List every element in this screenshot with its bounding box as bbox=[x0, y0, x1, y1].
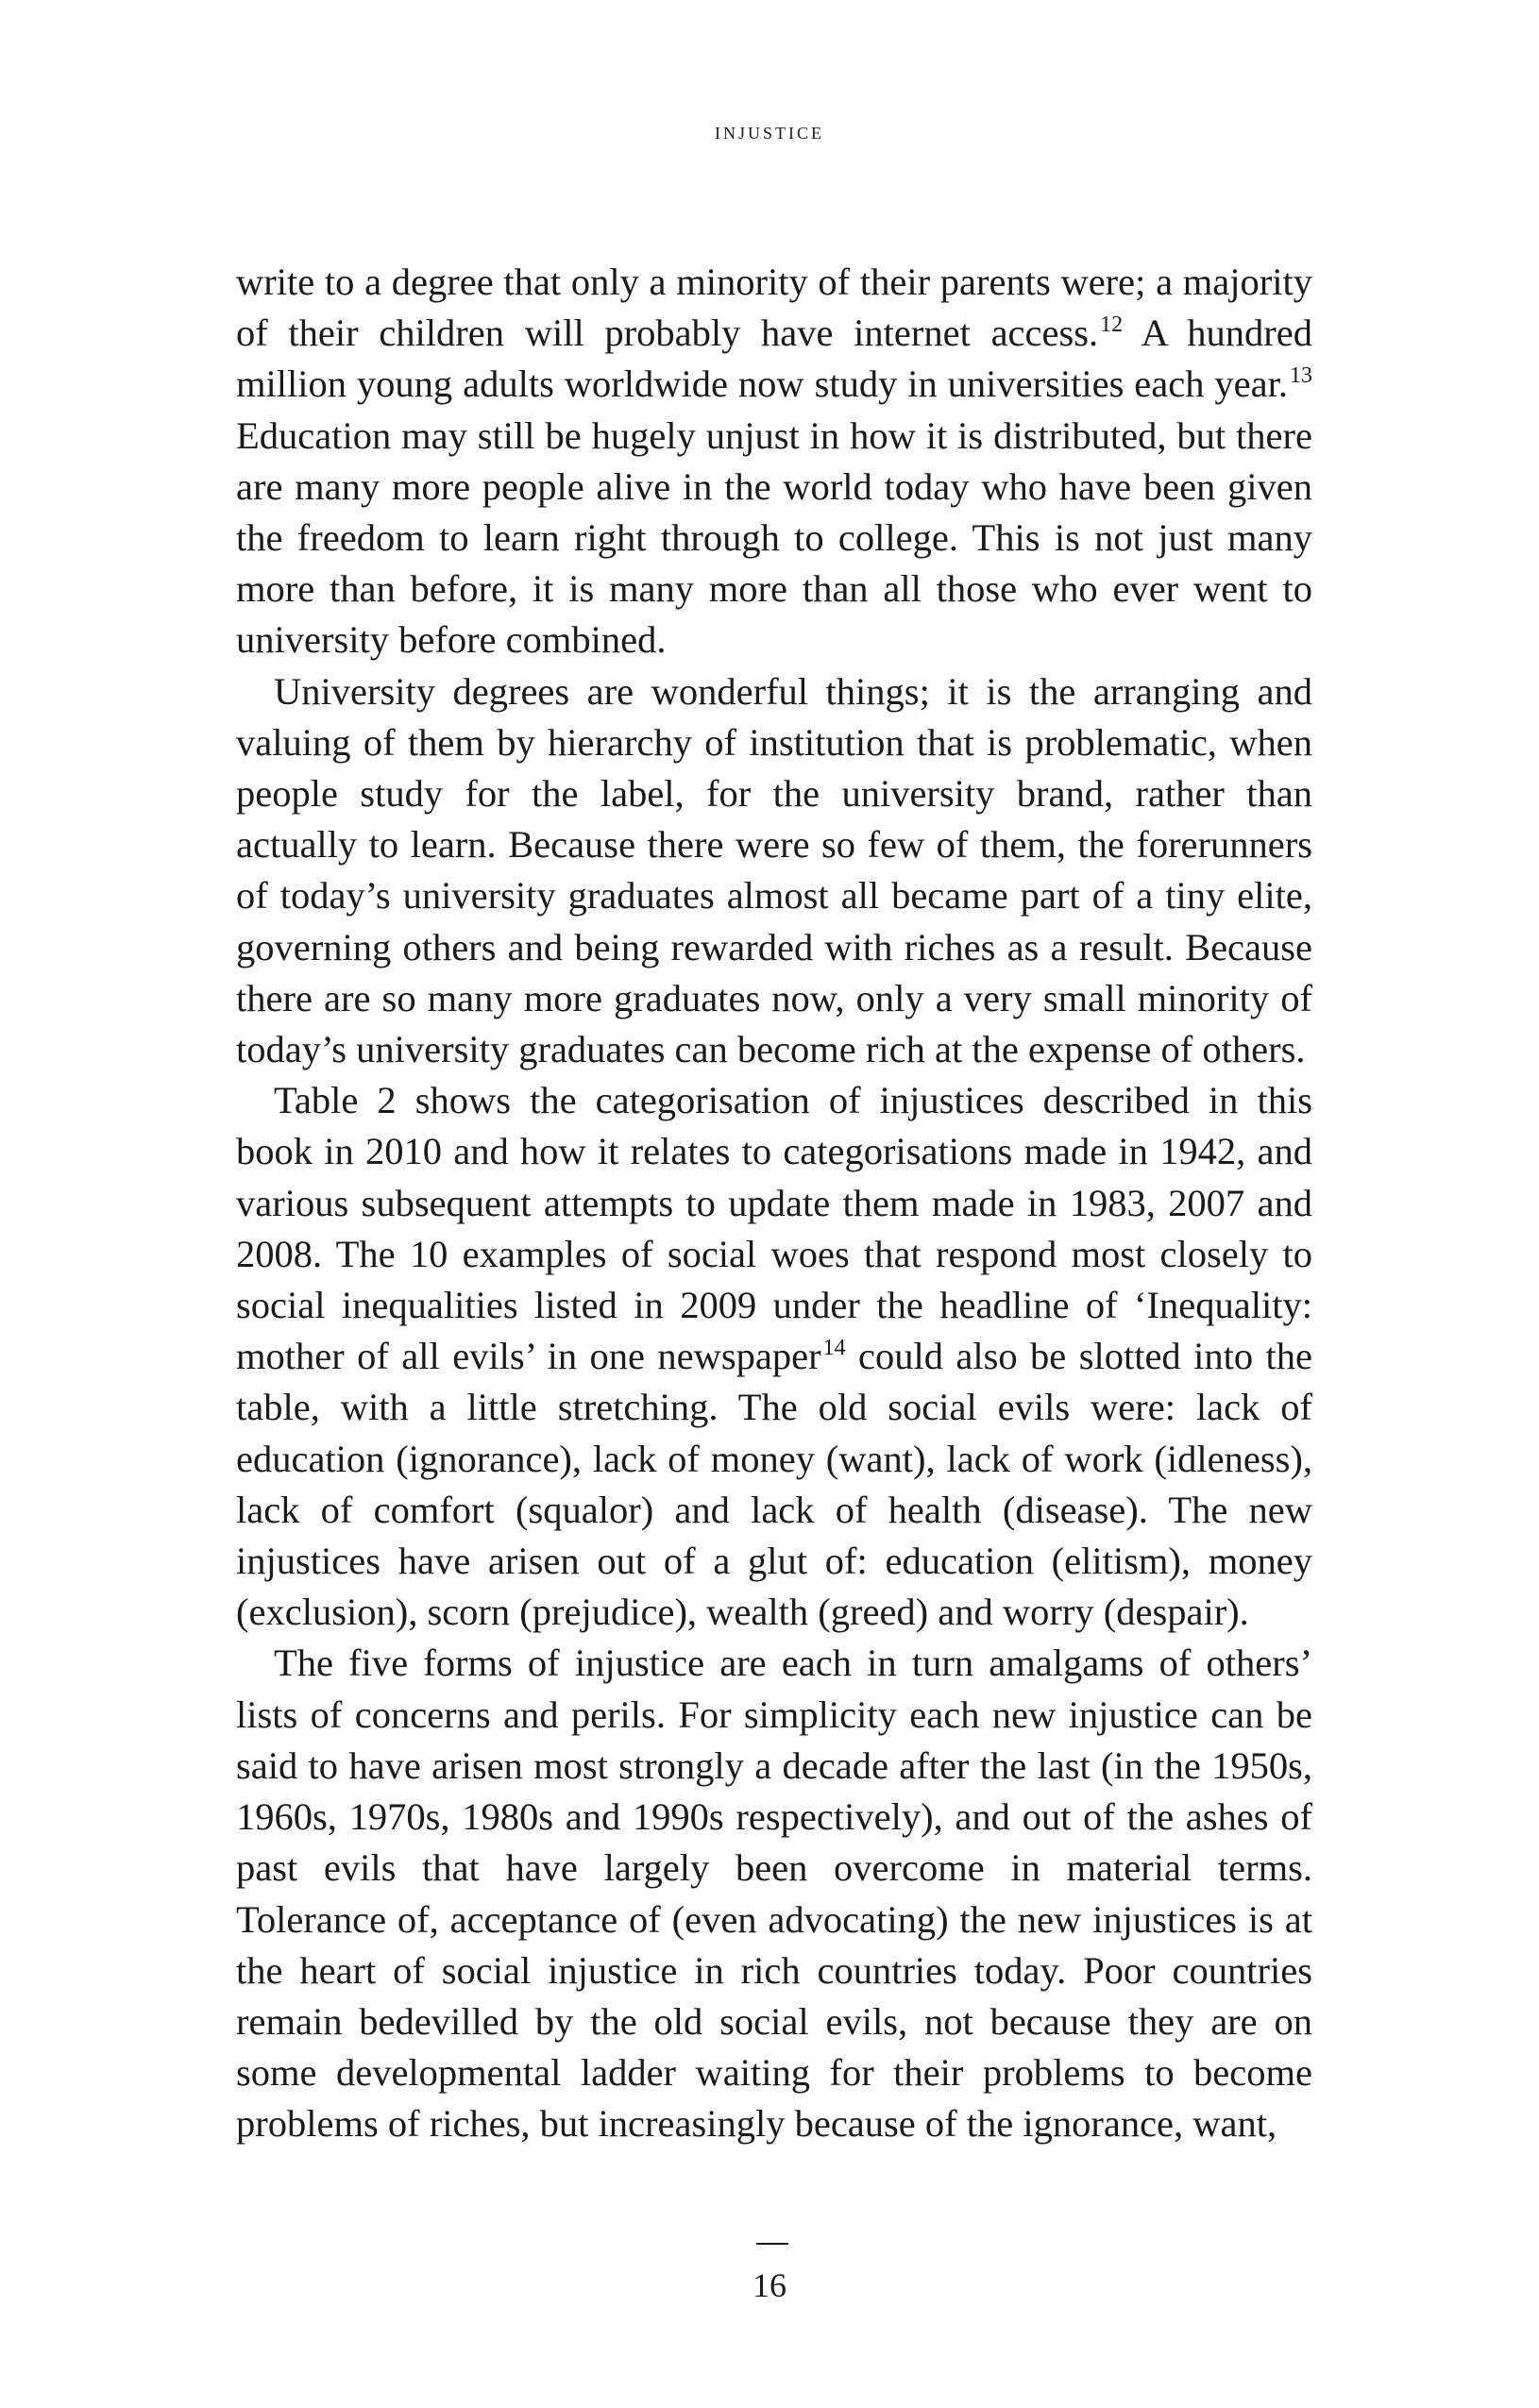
body-text bbox=[236, 257, 1312, 2150]
text-run: could also be slotted into the table, with a little stretching. The old social evils were: lack of education (ignorance), lack of money (want), lack of work (idleness), lack of comfort (squalor) and lack of health (disease). The new injustices have arisen out of a glut of: education (elitism), money (exclusion), scorn (prejudice), wealth (greed) and worry (despair). bbox=[236, 1335, 1313, 1634]
endnote-reference: 12 bbox=[1100, 312, 1124, 338]
endnote-reference: 14 bbox=[822, 1336, 846, 1361]
endnote-reference: 13 bbox=[1290, 363, 1312, 389]
paragraph bbox=[236, 1075, 1312, 1638]
paragraph bbox=[236, 666, 1312, 1076]
running-head: injustice bbox=[715, 119, 824, 144]
folio-rule bbox=[756, 2243, 788, 2245]
page-number: 16 bbox=[753, 2266, 786, 2304]
paragraph bbox=[236, 1638, 1312, 2149]
text-run: A hundred million young adults worldwide now study in universities each year. bbox=[236, 312, 1312, 406]
text-run: Table 2 shows the categorisation of injustices described in this book in 2010 and how it relates to categorisations made in 1942, and various subsequent attempts to update them made in 1983, 2007 and 2008. The 10 examples of social woes that respond most closely to social inequalities listed in 2009 under the headline of ‘Inequality: mother of all evils’ in one newspaper bbox=[236, 1079, 1312, 1378]
text-run: University degrees are wonderful things; it is the arranging and valuing of them by hierarchy of institution that is problematic, when people study for the label, for the university brand, rather than actually to learn. Because there were so few of them, the forerunners of today’s university graduates almost all became part of a tiny elite, governing others and being rewarded with riches as a result. Because there are so many more graduates now, only a very small minority of today’s university graduates can become rich at the expense of others. bbox=[236, 669, 1312, 1071]
text-run: The five forms of injustice are each in turn amalgams of others’ lists of concerns and perils. For simplicity each new injustice can be said to have arisen most strongly a decade after the last (in the 1950s, 1960s, 1970s, 1980s and 1990s respectively), and out of the ashes of past evils that have largely been overcome in material terms. Tolerance of, acceptance of (even advocating) the new injustices is at the heart of social injustice in rich countries today. Poor countries remain bedevilled by the old social evils, not because they are on some developmental ladder waiting for their problems to become problems of riches, but increasingly because of the ignorance, want, bbox=[236, 1642, 1312, 2146]
paragraph bbox=[236, 257, 1312, 666]
text-run: Education may still be hugely unjust in how it is distributed, but there are many more people alive in the world today who have been given the freedom to learn right through to college. This is not just many more than before, it is many more than all those who ever went to university before combined. bbox=[236, 413, 1312, 662]
text-run: write to a degree that only a minority of their parents were; a majority of their children will probably have internet access. bbox=[236, 261, 1312, 355]
